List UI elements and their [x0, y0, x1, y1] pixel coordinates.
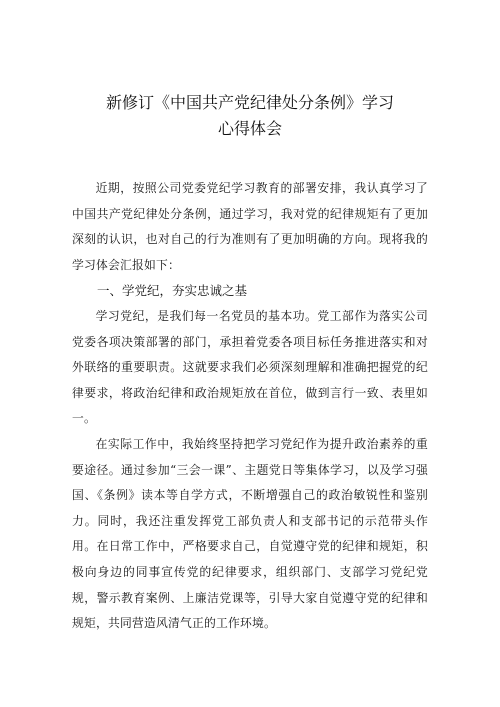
title-line-2: 心得体会: [217, 119, 282, 138]
title-line-1: 新修订《中国共产党纪律处分条例》学习: [105, 93, 394, 112]
section-heading-1: 一、学党纪，夯实忠诚之基: [97, 283, 248, 299]
intro-paragraph: 近期，按照公司党委党纪学习教育的部署安排，我认真学习了中国共产党纪律处分条例，通过学习，我对党的纪律规矩有了更加深刻的认识，也对自己的行为准则有了更加明确的方向。现将我的学习体会汇报如下：: [72, 181, 428, 272]
body-paragraph-1: 学习党纪，是我们每一名党员的基本功。党工部作为落实公司党委各项决策部署的部门，承担着党委各项目标任务推进落实和对外联络的重要职责。这就要求我们必须深刻理解和准确把握党的纪律要求，将政治纪律和政治规矩放在首位，做到言行一致、表里如一。: [72, 308, 428, 426]
body-paragraph-2: 在实际工作中，我始终坚持把学习党纪作为提升政治素养的重要途径。通过参加“三会一课”、主题党日等集体学习，以及学习强国、《条例》读本等自学方式，不断增强自己的政治敏锐性和鉴别力。同时，我还注重发挥党工部负责人和支部书记的示范带头作用。在日常工作中，严格要求自己，自觉遵守党的纪律和规矩，积极向身边的同事宣传党的纪律要求，组织部门、支部学习党纪党规，警示教育案例、上廉洁党课等，引导大家自觉遵守党的纪律和规矩，共同营造风清气正的工作环境。: [72, 436, 428, 631]
document-title: [72, 90, 428, 142]
